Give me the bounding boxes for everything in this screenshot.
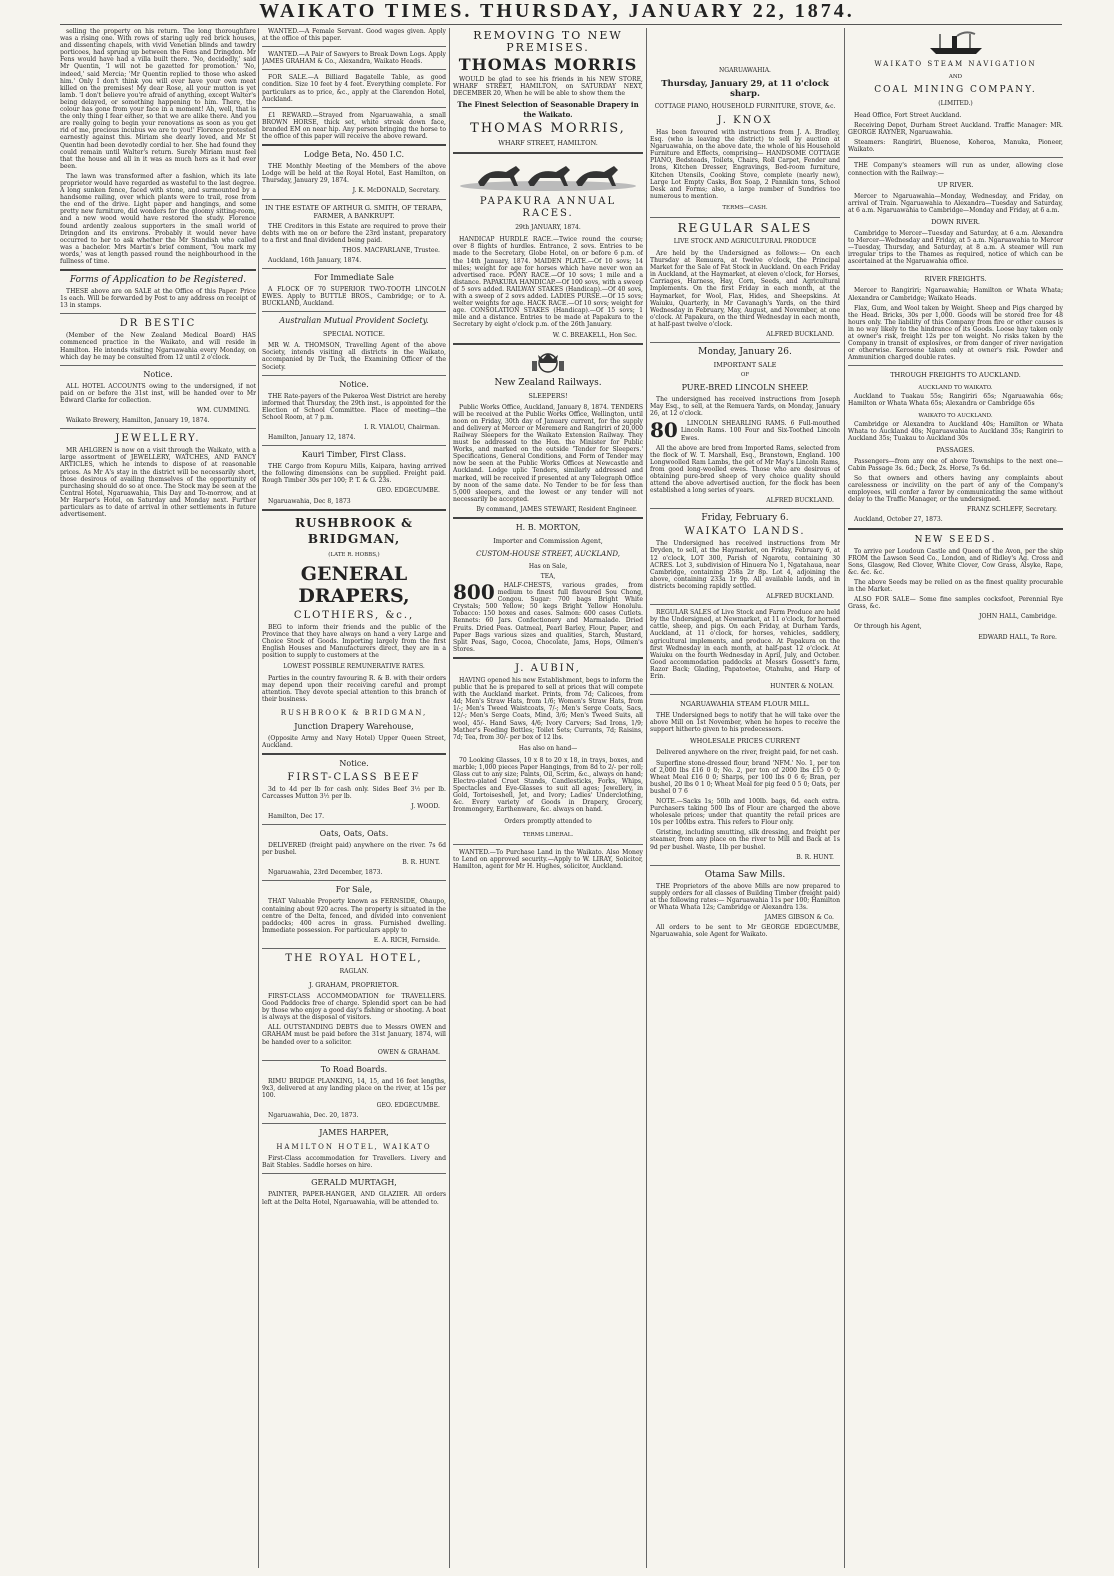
ad-signature: J. K. McDONALD, Secretary. bbox=[352, 187, 440, 195]
ad-text: ALSO FOR SALE— Some fine samples cocksfoot, Perennial Rye Grass, &c. bbox=[848, 596, 1063, 611]
ad-heading: FIRST-CLASS BEEF bbox=[287, 771, 421, 783]
ad-heading: Monday, January 26. bbox=[698, 347, 792, 358]
ad-heading: Notice. bbox=[339, 379, 369, 389]
ad-text: Ngaruawahia, Dec 8, 1873 bbox=[268, 497, 351, 505]
divider bbox=[848, 365, 1063, 366]
ad-heading: PURE-BRED LINCOLN SHEEP. bbox=[681, 383, 809, 393]
ad-text: The above Seeds may be relied on as the finest quality procurable in the Market. bbox=[848, 578, 1063, 594]
ad-signature: B. R. HUNT. bbox=[796, 853, 834, 861]
ad-text: THE Undersigned begs to notify that he will take over the above Mill on 1st November, when he hopes to receive the support hitherto given to his predecessors. bbox=[650, 712, 840, 734]
ad-text: THE Proprietors of the above Mills are now prepared to supply orders for all classes of Building Timber (freight paid) at the following rates:— Ngaruawahia 11s per 100; Hamilton or Whata Whata 12s; Cambridge or Alexandra 13s. bbox=[650, 882, 840, 912]
ad-signature: JAMES GIBSON & Co. bbox=[764, 914, 834, 922]
ad-text: Ngaruawahia, 23rd December, 1873. bbox=[268, 869, 383, 877]
ad-text: Flax, Gum, and Wool taken by Weight. Sheep and Pigs charged by the Head. Bricks, 30s per 1,000. Goods will be stored free for 48 hours only. The liability of this Company from fire or other causes is in no way likely to the hindrance of its Goods. Loose hay taken only at owner's risk, freight 12s per ton weight. No risks taken by the Company in transit of explosives, or from danger of river navigation or otherwise. Kerosene taken only at owner's risk. Powder and Ammunition charged double rates. bbox=[848, 304, 1063, 362]
column-1 bbox=[60, 28, 256, 1568]
ad-signature: OWEN & GRAHAM. bbox=[377, 1048, 440, 1056]
ad-subheading: 29th JANUARY, 1874. bbox=[515, 224, 581, 232]
ad-text: Receiving Depot, Durham Street Auckland. Traffic Manager: MR. GEORGE RAYNER, Ngaruawahia. bbox=[848, 122, 1063, 137]
royal-crest-icon bbox=[528, 349, 568, 375]
ad-heading: New Zealand Railways. bbox=[494, 377, 602, 388]
ad-subheading: AND bbox=[948, 74, 963, 80]
ad-subheading: TERMS LIBERAL. bbox=[522, 831, 574, 838]
ad-subheading: J. GRAHAM, PROPRIETOR. bbox=[309, 981, 399, 989]
ad-text: First-Class accommodation for Travellers. Livery and Bait Stables. Saddle horses on hire. bbox=[262, 1155, 446, 1170]
divider bbox=[262, 1123, 446, 1124]
price-list: Superfine stone-dressed flour, brand 'NFM.' No. 1, per ton of 2,000 lbs £16 0 0; No. 2, per ton of 2000 lbs £15 0 0; Wheat Meal £16 0 0; Sharps, per 100 lbs 0 6 6; Bran, per bushel, 20 lbs 0 1 0; Wheat Meal for pig feed 0 5 0; Oats, per bushel 0 7 6 bbox=[650, 759, 840, 795]
divider bbox=[262, 268, 446, 269]
divider bbox=[60, 365, 256, 366]
ad-subheading: THROUGH FREIGHTS TO AUCKLAND. bbox=[890, 371, 1021, 380]
ad-heading: GERALD MURTAGH, bbox=[311, 1178, 397, 1188]
ad-text: THE Rate-payers of the Pukeroa West District are hereby informed that Thursday, the 29th inst., is appointed for the Election of School Committee. Place of meeting—the School Room, at 7 p.m. bbox=[262, 392, 446, 421]
ad-subheading: The Finest Selection of Seasonable Drapery in the Waikato. bbox=[457, 100, 639, 120]
ad-text: WANTED.—A Female Servant. Good wages given. Apply at the office of this paper. bbox=[262, 28, 446, 43]
ad-subheading: Junction Drapery Warehouse, bbox=[294, 721, 414, 731]
ad-text: (Member of the New Zealand Medical Board) HAS commenced practice in the Waikato, and will reside in Hamilton. He intends visiting Ngaruawahia every Monday, on which day he may be consulted from 12 until 2 o'clock. bbox=[60, 332, 256, 361]
ad-heading: Kauri Timber, First Class. bbox=[301, 450, 407, 460]
ad-text: ALL OUTSTANDING DEBTS due to Messrs OWEN and GRAHAM must be paid before the 31st January, 1874, will be handed over to a solicitor. bbox=[262, 1024, 446, 1046]
ad-text: RIMU BRIDGE PLANKING, 14, 15, and 16 feet lengths, 9x3, delivered at any landing place on the river, at 15s per 100. bbox=[262, 1077, 446, 1099]
ad-text: Steamers: Rangiriri, Bluenose, Koheroa, Manuka, Pioneer, Waikato. bbox=[848, 139, 1063, 154]
ad-subheading: NGARUAWAHIA. bbox=[719, 67, 771, 74]
ad-text: A FLOCK OF 70 SUPERIOR TWO-TOOTH LINCOLN EWES. Apply to BUTTLE BROS., Cambridge; or to A. BUCKLAND, Auckland. bbox=[262, 285, 446, 308]
ad-subheading: WHOLESALE PRICES CURRENT bbox=[689, 737, 801, 746]
divider bbox=[60, 313, 256, 314]
ad-heading: RUSHBROOK & BRIDGMAN, bbox=[280, 708, 428, 717]
ad-heading: GENERAL DRAPERS, bbox=[298, 562, 410, 607]
ad-heading: Otama Saw Mills. bbox=[704, 869, 786, 880]
ad-text: Head Office, Fort Street Auckland. bbox=[854, 112, 962, 119]
steamer-ship-icon bbox=[926, 30, 986, 56]
divider bbox=[262, 1173, 446, 1174]
ad-heading: WAIKATO LANDS. bbox=[684, 526, 806, 538]
ad-heading: JEWELLERY. bbox=[115, 433, 201, 445]
rates-table: Cambridge or Alexandra to Auckland 40s; Hamilton or Whata Whata to Auckland 40s; Ngaruawahia to Auckland 35s; Rangiriri to Auckland 35s; Tuakau to Auckland 30s bbox=[848, 420, 1063, 442]
ad-text: THE Company's steamers will run as under, allowing close connection with the Railway:— bbox=[848, 162, 1063, 177]
divider bbox=[848, 157, 1063, 158]
ad-text: To arrive per Loudoun Castle and Queen of the Avon, per the ship FROM the Lawson Seed Co., London, and of Ridley's Ag. Cross and Sons, Glasgow, Red Clover, White Clover, Cow Grass, Alsyke, Rape, &c. &c. &c. bbox=[848, 547, 1063, 576]
ad-subheading: Importer and Commission Agent, bbox=[493, 537, 603, 545]
column-rule bbox=[646, 28, 647, 1568]
ad-text: WANTED.—To Purchase Land in the Waikato. Also Money to Lend on approved security.—Apply to W. LIRAY, Solicitor, Hamilton, agent for Mr H. Hughes, solicitor, Auckland. bbox=[453, 848, 643, 870]
ad-text: Auckland, 16th January, 1874. bbox=[268, 256, 362, 264]
ad-text: THAT Valuable Property known as FERNSIDE, Ohaupo, containing about 920 acres. The property is situated in the centre of the Delta, fenced, and divided into convenient paddocks; 400 acres in grass. Furnished dwelling. Immediate possession. For particulars apply to bbox=[262, 898, 446, 934]
ad-subheading: DOWN RIVER. bbox=[931, 217, 980, 226]
ad-signature: B. R. HUNT. bbox=[402, 859, 440, 867]
ad-text: So that owners and others having any complaints about carelessness or incivility on the part of any of the Company's employees, will confer a favor by communicating the same without delay to the Traffic Manager, or the undersigned. bbox=[848, 475, 1063, 504]
ad-heading: JAMES HARPER, bbox=[319, 1128, 389, 1138]
ad-text: THE Monthly Meeting of the Members of the above Lodge will be held at the Royal Hotel, East Hamilton, on Thursday, January 29, 1874. bbox=[262, 163, 446, 185]
ad-heading: SPECIAL NOTICE. bbox=[323, 330, 385, 339]
quantity-number: 80 bbox=[650, 418, 678, 443]
ad-text: FIRST-CLASS ACCOMMODATION for TRAVELLERS. Good Paddocks free of charge. Splendid sport can be had by those who enjoy a good day's fishing or shooting. A boat is always at the disposal of visitors. bbox=[262, 993, 446, 1022]
ad-text: LINCOLN SHEARLING RAMS. 6 Full-mouthed Lincoln Rams. 100 Four and Six-Toothed Lincoln Ewes. bbox=[680, 420, 840, 442]
ad-subheading: HAMILTON HOTEL, WAIKATO bbox=[276, 1143, 432, 1152]
ad-signature: JOHN HALL, Cambridge. bbox=[979, 613, 1057, 621]
masthead-title: WAIKATO TIMES. THURSDAY, JANUARY 22, 1874. bbox=[259, 0, 855, 22]
ad-text: NOTE.—Sacks 1s; 50lb and 100lb. bags, 6d. each extra. Purchasers taking 500 lbs of Flour are charged the above wholesale prices; under that quantity the retail prices are 10s per 100lbs extra. This refers to Flour only. bbox=[650, 798, 840, 827]
divider bbox=[453, 657, 643, 659]
ad-heading: Oats, Oats, Oats. bbox=[319, 829, 389, 839]
ad-signature: ALFRED BUCKLAND. bbox=[766, 497, 834, 505]
ad-text: ALL HOTEL ACCOUNTS owing to the undersigned, if not paid on or before the 31st inst, will be handed over to Mr Edward Clarke for collection. bbox=[60, 382, 256, 404]
ad-signature: E. A. RICH, Fernside. bbox=[373, 936, 440, 944]
ad-text: WANTED.—A Pair of Sawyers to Break Down Logs. Apply JAMES GRAHAM & Co., Alexandra, Waikato Heads. bbox=[262, 51, 446, 66]
ad-text: All orders to be sent to Mr GEORGE EDGECUMBE, Ngaruawahia, sole Agent for Waikato. bbox=[650, 924, 840, 939]
divider bbox=[650, 694, 840, 695]
ad-text: BEG to inform their friends and the public of the Province that they have always on hand a very Large and Choice Stock of Goods. Importing largely from the first English Houses and Manufacturers direct, they are in a position to supply to customers at the bbox=[262, 623, 446, 660]
divider bbox=[262, 199, 446, 200]
divider bbox=[262, 46, 446, 47]
ad-text: Has been favoured with instructions from J. A. Bradley, Esq. (who is leaving the district) to sell by auction at Ngaruawahia, on the above date, the whole of his Household Furniture and Effects, comprising— HANDSOME COTTAGE PIANO, Bedsteads, Toilets, Chairs, Roll Carpet, Fender and Irons, Kitchen Dresser, Engravings, Bed-room furniture, Kitchen Utensils, Cooking Stove, complete (nearly new), Large Lot Empty Casks, Box Soap, 2 Pannikin tons, School Desk and Forms; also, a large number of Sundries too numerous to mention. bbox=[650, 129, 840, 200]
ad-heading: WAIKATO STEAM NAVIGATION bbox=[874, 60, 1037, 68]
ad-heading: J. AUBIN, bbox=[515, 662, 581, 674]
ad-subheading: IMPORTANT SALE bbox=[713, 361, 777, 370]
ad-text: HALF-CHESTS, various grades, from medium to finest full flavoured Sou Chong, Congou. Sugar: 700 bags Bright White Crystals; 500 Yellow; 50 kegs Bright Yellow Honolulu. Tobacco: 150 boxes and cases. Salmon: 600 cases Cutlets. Rennets: 60 Jars. Confectionery and Marmalade. Dried Fruits. Dried Peas. Oatmeal, Pearl Barley, Flour, Paper, and Paper Bags various sizes and qualities, Starch, Mustard, Split Peas, Sago, Cocoa, Chocolate, Jams, Hops, Oilmen's Stores. bbox=[453, 582, 643, 653]
ad-text: Mercer to Ngaruawahia—Monday, Wednesday, and Friday, on arrival of Train. Ngaruawahia to Alexandra—Tuesday and Saturday, at 6 a.m. Ngaruawahia to Cambridge—Monday and Friday, at 6 a.m. bbox=[848, 192, 1063, 214]
ad-text: HANDICAP HURDLE RACE.—Twice round the course; over 8 flights of hurdles. Entrance, 2 sovs. Entries to be made to the Secretary, Globe Hotel, on or before 6 p.m. of the 14th January, 1874. MAIDEN PLATE.—Of 10 sovs; 14 miles; weight for age for horses which have never won an advertised race. PONY RACE.—Of 10 sovs; 1 mile and a distance. PAPAKURA HANDICAP.—Of 100 sovs, with a sweep of 5 sovs added. RAILWAY STAKES (Handicap).—Of 40 sovs, with a sweep of 2 sovs added. LADIES PURSE.—Of 15 sovs; welter weights for age. HACK RACE.—Of 10 sovs; weight for age. CONSOLATION STAKES (Handicap).—Of 15 sovs; 1 mile and a distance. Entries to be made at Papakura to the Secretary by eight o'clock p.m. of the 26th January. bbox=[453, 236, 643, 329]
ad-text: WOULD be glad to see his friends in his NEW STORE, WHARF STREET, HAMILTON, on SATURDAY NEXT, DECEMBER 20, When he will be able to show them the bbox=[453, 76, 643, 98]
ad-heading: H. B. MORTON, bbox=[515, 523, 581, 532]
ad-subheading: LIVE STOCK AND AGRICULTURAL PRODUCE bbox=[673, 237, 817, 245]
ad-text: HAVING opened his new Establishment, begs to inform the public that he is prepared to sell at prices that will compete with the Auckland market. Prints, from 7d; Calicoes, from 4d; Men's Straw Hats, from 1/6; Women's Straw Hats, from 1/-; Men's Tweed Waistcoats, 7/-; Men's Serge Coats, Sacs, 12/-; Men's Serge Coats, Mind, 3/6; Men's Tweed Suits, all wool, 45/-. Hand Saws, 4/6; Ivory Carvers; Sad Irons, 1/9; Mather's Feeding Bottles; Toilet Sets; Currants, 7d; Raisins, 7d; Tea, from 30/- per box of 12 lbs. bbox=[453, 676, 643, 741]
column-4 bbox=[650, 28, 840, 1568]
ad-signature: THOS. MACFARLANE, Trustee. bbox=[342, 246, 440, 254]
column-3 bbox=[453, 28, 643, 1568]
ad-text: Waikato Brewery, Hamilton, January 19, 1874. bbox=[66, 417, 210, 425]
divider bbox=[262, 311, 446, 312]
ad-subheading: Orders promptly attended to bbox=[504, 817, 592, 825]
ad-text: MR AHLGREN is now on a visit through the Waikato, with a large assortment of JEWELLERY, WATCHES, AND FANCY ARTICLES, which he intends to dispose of at reasonable prices. As Mr A's stay in the district will be necessarily short, those desirous of availing themselves of the opportunity of purchasing should do so at once. The Stock may be seen at the Central Hotel, Ngaruawahia, This Day and To-morrow, and at Mr Harper's Hotel, on Saturday and Monday next. Further particulars as to date of arrival in other settlements in future advertisement. bbox=[60, 447, 256, 519]
divider bbox=[262, 948, 446, 949]
ad-subheading: WAIKATO TO AUCKLAND. bbox=[918, 412, 993, 419]
ad-signature: J. WOOD. bbox=[411, 802, 440, 810]
ad-subheading: TEA, bbox=[540, 573, 556, 580]
ad-signature: ALFRED BUCKLAND. bbox=[766, 593, 834, 601]
ad-signature: HUNTER & NOLAN. bbox=[770, 683, 834, 691]
ad-text: Delivered anywhere on the river, freight paid, for net cash. bbox=[656, 749, 839, 757]
ad-signature: W. C. BREAKELL, Hon Sec. bbox=[552, 331, 637, 339]
ad-text: Parties in the country favouring R. & B. with their orders may depend upon their receiving careful and prompt attention. They devote special attention to this branch of their business. bbox=[262, 675, 446, 704]
ad-subheading: Has also on hand— bbox=[518, 744, 578, 752]
ad-heading: J. KNOX bbox=[717, 115, 773, 126]
masthead bbox=[0, 0, 1114, 22]
ad-text: MR W. A. THOMSON, Travelling Agent of the above Society, intends visiting all districts in the Waikato, accompanied by Dr Tuck, the Examining Officer of the Society. bbox=[262, 342, 446, 371]
ad-text: THE Cargo from Kopuru Mills, Kaipara, having arrived the following dimensions can be supplied. Freight paid. Rough Timber 30s per 100; P. T. & G. 23s. bbox=[262, 463, 446, 485]
ad-signature: ALFRED BUCKLAND. bbox=[766, 330, 834, 338]
divider bbox=[262, 445, 446, 446]
ad-heading: Thursday, January 29, at 11 o'clock sharp. bbox=[661, 79, 829, 99]
divider bbox=[453, 343, 643, 345]
divider bbox=[60, 428, 256, 429]
ad-text: Hamilton, January 12, 1874. bbox=[268, 434, 356, 442]
ad-subheading: RIVER FREIGHTS. bbox=[924, 275, 987, 284]
ad-text: REGULAR SALES of Live Stock and Farm Produce are held by the Undersigned, at Newmarket, at 11 o'clock, for horned cattle, sheep, and pigs. On each Friday, at Durham Yards, Auckland, at 11 o'clock, for horses, vehicles, saddlery, agricultural implements, and produce. At Papakura on the first Wednesday in each month, at half-past 12 o'clock. At Waiuku on the fourth Wednesday in April, July, and October. Good accommodation paddocks at Messrs Gossett's farm, Razor Back; Glading, Papatoetoe, Otahuhu, and Harp of Erin. bbox=[650, 609, 840, 680]
quantity-number: 800 bbox=[453, 580, 495, 604]
horse-race-engraving bbox=[458, 158, 638, 194]
divider bbox=[262, 880, 446, 881]
ad-subheading: COTTAGE PIANO, HOUSEHOLD FURNITURE, STOVE, &c. bbox=[654, 103, 836, 110]
divider bbox=[60, 269, 256, 271]
ad-text: (Opposite Army and Navy Hotel) Upper Queen Street, Auckland. bbox=[262, 734, 446, 749]
ad-signature: GEO. EDGECUMBE. bbox=[376, 487, 440, 495]
ad-heading: Notice. bbox=[143, 369, 173, 379]
ad-text: The undersigned has received instructions from Joseph May Esq., to sell, at the Remuera Yards, on Monday, January 26, at 12 o'clock. bbox=[650, 396, 840, 418]
ad-heading: For Sale, bbox=[335, 885, 373, 895]
ad-heading: Australian Mutual Provident Society. bbox=[279, 316, 429, 326]
ad-heading: Forms of Application to be Registered. bbox=[69, 275, 247, 286]
ad-text: Cambridge to Mercer—Tuesday and Saturday, at 6 a.m. Alexandra to Mercer—Wednesday and Friday, at 5 a.m. Ngaruawahia to Mercer—Tuesday, Thursday, and Saturday, at 8 a.m. A steamer will run irregular trips to the Thames as required, notice of which can be ascertained at the Ngaruawahia office. bbox=[848, 229, 1063, 266]
divider bbox=[650, 342, 840, 343]
ad-subheading: PASSAGES. bbox=[936, 445, 975, 454]
ad-signature: FRANZ SCHLEFF, Secretary. bbox=[966, 506, 1057, 514]
divider bbox=[650, 604, 840, 605]
ad-signature: I. R. VIALOU, Chairman. bbox=[364, 424, 440, 431]
divider bbox=[453, 152, 643, 154]
ad-heading: THOMAS MORRIS, bbox=[470, 121, 626, 137]
ad-heading: REMOVING TO NEW PREMISES. bbox=[473, 29, 623, 54]
ad-text: THE Creditors in this Estate are required to prove their debts with me on or before the 23rd instant, preparatory to a first and final dividend being paid. bbox=[262, 222, 446, 244]
column-2 bbox=[262, 28, 446, 1568]
ad-subheading: (LIMITED.) bbox=[938, 100, 973, 107]
ad-subheading: OF bbox=[740, 372, 750, 379]
column-rule bbox=[844, 28, 845, 1568]
column-5 bbox=[848, 28, 1063, 1568]
ad-heading: Lodge Beta, No. 450 I.C. bbox=[304, 150, 404, 160]
ad-text: Or through his Agent, bbox=[854, 623, 922, 631]
ad-heading: Notice. bbox=[339, 758, 369, 768]
divider bbox=[650, 217, 840, 218]
ad-text: Auckland, October 27, 1873. bbox=[854, 516, 943, 524]
divider bbox=[262, 1060, 446, 1061]
ad-text: Gristing, including smutting, silk dressing, and freight per steamer, from any place on the river to Mill and Back at 1s 9d per bushel. Waste, 1lb per bushel. bbox=[650, 829, 840, 851]
ad-text: PAINTER, PAPER-HANGER, AND GLAZIER. All orders left at the Delta Hotel, Ngaruawahia, will be attended to. bbox=[262, 1191, 446, 1206]
ad-subheading: (LATE R. HOBBS,) bbox=[328, 551, 380, 558]
ad-subheading: SLEEPERS! bbox=[528, 391, 568, 400]
ad-subheading: Has on Sale, bbox=[528, 563, 568, 570]
ad-text: Public Works Office, Auckland, January 8, 1874. TENDERS will be received at the Public Works Office, Wellington, until noon on Friday, 30th day of January current, for the supply and delivery at Mercer or Meremere and Rangiriri of 20,000 Railway Sleepers for the Waikato Extension Railway. They must be addressed to the Hon. the Minister for Public Works, and marked on the outside 'Tender for Sleepers.' Specifications, General Conditions, and Form of Tender may now be seen at the Public Works Offices at Newcastle and Auckland. Lodge uplic Tenders, similarly addressed and marked, will be received if presented at any Telegraph Office by noon of the same date. No Tender to be for less than 5,000 sleepers, and the lowest or any tender will not necessarily be accepted. bbox=[453, 403, 643, 503]
ad-subheading: RAGLAN. bbox=[339, 968, 369, 975]
divider bbox=[262, 69, 446, 70]
ad-heading: THOMAS MORRIS bbox=[458, 55, 638, 74]
ad-heading: Friday, February 6. bbox=[701, 513, 789, 524]
ad-text: THESE above are on SALE at the Office of this Paper. Price 1s each. Will be forwarded by Post to any address on receipt of 13 in stamps. bbox=[60, 288, 256, 310]
ad-heading: For Immediate Sale bbox=[314, 272, 394, 282]
divider bbox=[650, 508, 840, 509]
ad-signature: GEO. EDGECUMBE. bbox=[376, 1102, 440, 1110]
divider bbox=[262, 509, 446, 511]
story-text: selling the property on his return. The long thoroughfare was a rising one. With rows of staring ugly red brick houses, and dissenting chapels, with vivid Venetian blinds and tawdry porticoes, had sprung up between the Fens and Dringdon. Mr Fens would have had a villa built there. 'No, decidedly,' said Mr Quentin, 'I will not be gazetted for promotion.' 'No, indeed,' said Mercia; 'Mr Quentin replied to those who asked him.' Only I don't think you will ever have your own meat killed on the premises! My dear Rose, all your mutton is yet lamb. 'I don't believe you're afraid of anything, except Walter's being delayed, or something happening to him. There, the colour has gone from your face in a moment! Ah, well, that is the only thing I fear either, so that we are alike there. And you are really going to begin your renovations as soon as you get rid of me, precious incubus we are to you!' Florence protested earnestly against this. Miriam she dearly loved, and Mr St Quentin had been devotedly cordial to her. She had found they could remain until Walter's return. Surely Miriam must feel that the house and all in it was as much hers as it had ever been. bbox=[60, 28, 256, 170]
rates-table: Auckland to Tuakau 55s; Rangiriri 65s; Ngaruawahia 66s; Hamilton or Whata Whata 65s; Alexandra or Cambridge 65s bbox=[848, 393, 1063, 408]
divider bbox=[848, 269, 1063, 270]
ad-text: Mercer to Rangiriri; Ngaruawahia; Hamilton or Whata Whata; Alexandra or Cambridge; Waikato Heads. bbox=[848, 287, 1063, 302]
ad-text: Are held by the Undersigned as follows:— On each Thursday at Remuera, at twelve o'clock, the Principal Market for the Sale of Fat Stock in Auckland. On each Friday in Auckland, at the Haymarket, at eleven o'clock, for Horses, Carriages, Harness, Hay, Corn, Seeds, and Agricultural Implements. On the first Friday in each month, at the Haymarket, for Wool, Flax, Hides, and Sheepskins. At Waiuku, Quarterly, in Mr Cavanagh's Yards, on the third Wednesday in February, May, August, and November, at one o'clock. At Papakura, on the third Wednesday in each month, at half-past twelve o'clock. bbox=[650, 249, 840, 328]
ad-text: £1 REWARD.—Strayed from Ngaruawahia, a small BROWN HORSE, thick set, white streak down face, branded EM on near hip. Any person bringing the horse to the office of this paper will receive the above reward. bbox=[262, 111, 446, 141]
ad-text: The Undersigned has received instructions from Mr Dryden, to sell, at the Haymarket, on Friday, February 6, at 12 o'clock, LOT 300, Parish of Ngarotu, containing 30 ACRES. Lot 3, subdivision of Hinuera No 1, Ngatahaua, near Cambridge, containing 258a 2r 8p. Lot 4, adjoining the above, containing 233a 1r 9p. All available lands, and in districts becoming rapidly settled. bbox=[650, 540, 840, 590]
ad-text: Hamilton, Dec 17. bbox=[268, 812, 325, 820]
divider bbox=[848, 528, 1063, 530]
masthead-rule bbox=[60, 24, 1062, 25]
ad-heading: COAL MINING COMPANY. bbox=[874, 85, 1037, 95]
divider bbox=[650, 865, 840, 866]
ad-heading: DR BESTIC bbox=[119, 318, 197, 330]
ad-signature: WM. CUMMING. bbox=[197, 407, 250, 415]
ad-text: Passengers—from any one of above Townships to the next one—Cabin Passage 3s. 6d.; Deck, 2s. Horse, 7s 6d. bbox=[848, 457, 1063, 472]
ad-subheading: LOWEST POSSIBLE REMUNERATIVE RATES. bbox=[283, 663, 425, 671]
divider bbox=[262, 824, 446, 825]
divider bbox=[453, 844, 643, 845]
divider bbox=[453, 517, 643, 519]
story-text: The lawn was transformed after a fashion, which its late proprietor would have regarded as wasteful to the last degree. A long sunken fence, faced with stone, and surmounted by a handsome railing, over which plants were to trail, rose from the end of the drive. Light paper and hangings, and some pretty new furniture, did wonders for the gloomy sitting-room, and a new wood would have restored the study. Florence found ardently zealous supporters in the small world of Dringdon and its environs. Probably it would never have occurred to her to ask whether the Mr Standish who called was a bachelor. Mrs Martin's brief comment, 'You mark my words,' was at length passed round the neighbourhood in the fullness of time. bbox=[60, 172, 256, 265]
ad-subheading: TERMS—CASH. bbox=[722, 204, 768, 211]
divider bbox=[262, 753, 446, 755]
ad-heading: RUSHBROOK & BRIDGMAN, bbox=[295, 515, 413, 546]
ad-text: 3d to 4d per lb for cash only. Sides Beef 3½ per lb. Carcasses Mutton 3½ per lb. bbox=[262, 785, 446, 800]
ad-subheading: CUSTOM-HOUSE STREET, AUCKLAND, bbox=[476, 550, 620, 558]
ad-text: 70 Looking Glasses, 10 x 8 to 20 x 18, in trays, boxes, and marble; 1,000 pieces Paper Hangings, from 8d to 2/- per roll; Glass cut to any size; Paints, Oil, Scrim, &c., always on hand; Electro-plated Cruet Stands, Candlesticks, Forks, Whips, Spectacles and Eye-Glasses to suit all ages; Jewellery, in Gold, Tortoiseshell, Jet, and Ivory; Ladies' Underclothing, &c. Every variety of Goods in Drapery, Grocery, Ironmongery, Earthenware, &c. always on hand. bbox=[453, 756, 643, 814]
column-rule bbox=[449, 28, 450, 1568]
ad-heading: PAPAKURA ANNUAL RACES. bbox=[479, 196, 617, 220]
ad-text: FOR SALE.—A Billiard Bagatelle Table, as good condition. Size 10 feet by 4 feet. Everything complete. For particulars as to price, &c., apply at the Clarendon Hotel, Auckland. bbox=[262, 74, 446, 103]
ad-heading: NGARUAWAHIA STEAM FLOUR MILL. bbox=[680, 700, 810, 709]
ad-text: All the above are bred from Imported Rams, selected from the flock of W. T. Marshall, Esq., Branstown, England. 100 Longwoolled Ram Lambs, the get of Mr May's Lincoln Rams, from good long-woolled ewes. Those who are desirous of obtaining pure-bred sheep of very choice quality should attend the above advertised auction, for the flock has been established a long series of years. bbox=[650, 444, 840, 495]
ad-heading: IN THE ESTATE OF ARTHUR G. SMITH, OF TERAPA, FARMER, A BANKRUPT. bbox=[265, 203, 443, 220]
ad-text: Ngaruawahia, Dec. 20, 1873. bbox=[268, 1112, 359, 1120]
ad-signature: EDWARD HALL, Te Rore. bbox=[978, 633, 1057, 641]
divider bbox=[262, 375, 446, 376]
ad-heading: THE ROYAL HOTEL, bbox=[285, 953, 423, 964]
ad-subheading: AUCKLAND TO WAIKATO. bbox=[918, 385, 993, 392]
ad-subheading: WHARF STREET, HAMILTON. bbox=[498, 139, 598, 148]
ad-signature: By command, JAMES STEWART, Resident Engineer. bbox=[476, 505, 637, 513]
ad-subheading: UP RIVER. bbox=[937, 180, 974, 189]
ad-heading: To Road Boards. bbox=[320, 1064, 388, 1074]
ad-heading: REGULAR SALES bbox=[677, 220, 813, 235]
ad-heading: NEW SEEDS. bbox=[914, 534, 997, 545]
divider bbox=[262, 144, 446, 146]
ad-text: DELIVERED (freight paid) anywhere on the river. 7s 6d per bushel. bbox=[262, 842, 446, 857]
divider bbox=[262, 107, 446, 108]
ad-subheading: CLOTHIERS, &c., bbox=[293, 609, 415, 621]
column-rule bbox=[258, 28, 259, 1568]
